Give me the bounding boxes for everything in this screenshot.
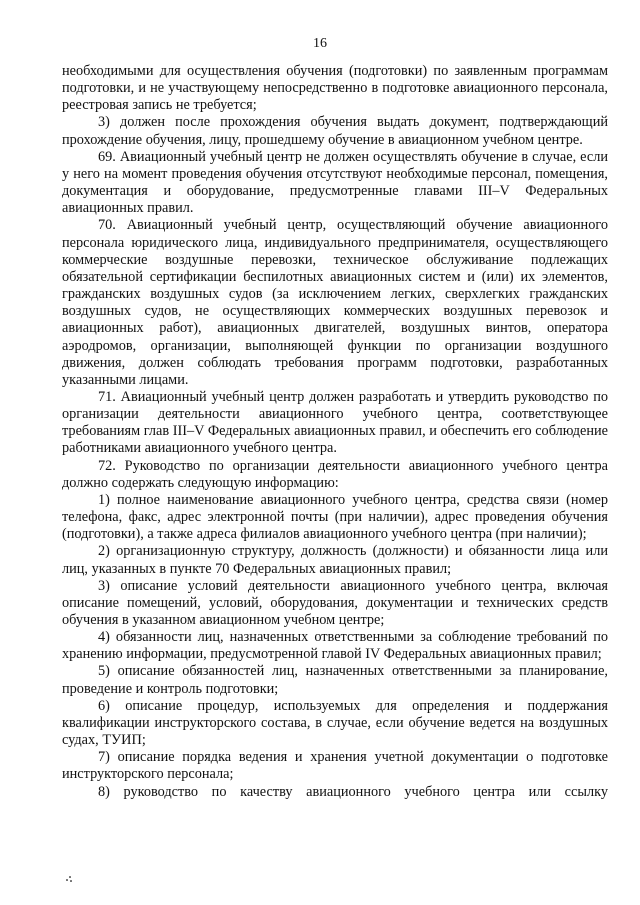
paragraph: 8) руководство по качеству авиационного учебного центра или ссылку — [98, 783, 608, 800]
paragraph: 71. Авиационный учебный центр должен разработать и утвердить руководство по организации деятельности авиационного учебного центра, соответствующее требованиям глав III–V Федеральных авиационных правил, и обеспечить его соблюдение работниками авиационного учебного центра. — [62, 388, 608, 457]
page-number: 16 — [313, 36, 327, 51]
paragraph: 2) организационную структуру, должность (должности) и обязанности лица или лиц, указанных в пункте 70 Федеральных авиационных правил; — [62, 543, 608, 577]
scan-speck — [66, 876, 72, 882]
paragraph: 70. Авиационный учебный центр, осуществляющий обучение авиационного персонала юридического лица, индивидуального предпринимателя, осуществляющего коммерческие воздушные перевозки, техническое обслуживание подлежащих обязательной сертификации беспилотных авиационных систем и (или) их элементов, гражданских воздушных судов (за исключением легких, сверхлегких гражданских воздушных судов, не осуществляющих коммерческих воздушных перевозок и авиационных работ), авиационных двигателей, воздушных винтов, оператора аэродромов, организации, выполняющей функции по организации воздушного движения, должен соблюдать требования программ подготовки, разработанных указанными лицами. — [62, 217, 608, 388]
paragraph: 72. Руководство по организации деятельности авиационного учебного центра должно содержать следующую информацию: — [62, 457, 608, 491]
paragraph: 3) должен после прохождения обучения выдать документ, подтверждающий прохождение обучения, лицу, прошедшему обучение в авиационном учебном центре. — [62, 114, 608, 148]
paragraph: 5) описание обязанностей лиц, назначенных ответственными за планирование, проведение и контроль подготовки; — [62, 663, 608, 697]
paragraph: 1) полное наименование авиационного учебного центра, средства связи (номер телефона, факс, адрес электронной почты (при наличии), адрес проведения обучения (подготовки), а также адреса филиалов авиационного учебного центра (при наличии); — [62, 491, 608, 543]
paragraph: 4) обязанности лиц, назначенных ответственными за соблюдение требований по хранению информации, предусмотренной главой IV Федеральных авиационных правил; — [62, 629, 608, 663]
paragraph: 7) описание порядка ведения и хранения учетной документации о подготовке инструкторского персонала; — [62, 749, 608, 783]
paragraph: необходимыми для осуществления обучения (подготовки) по заявленным программам подготовки, и не участвующему непосредственно в подготовке авиационного персонала, реестровая запись не требуется; — [62, 63, 608, 114]
document-body — [62, 63, 608, 801]
paragraph: 3) описание условий деятельности авиационного учебного центра, включая описание помещений, условий, оборудования, документации и технических средств обучения в указанном авиационном учебном центре; — [62, 577, 608, 628]
paragraph: 6) описание процедур, используемых для определения и поддержания квалификации инструкторского состава, в случае, если обучение ведется на воздушных судах, ТУИП; — [62, 697, 608, 749]
paragraph: 69. Авиационный учебный центр не должен осуществлять обучение в случае, если у него на момент проведения обучения отсутствуют необходимые персонал, помещения, документация и оборудование, предусмотренные главами III–V Федеральных авиационных правил. — [62, 148, 608, 217]
